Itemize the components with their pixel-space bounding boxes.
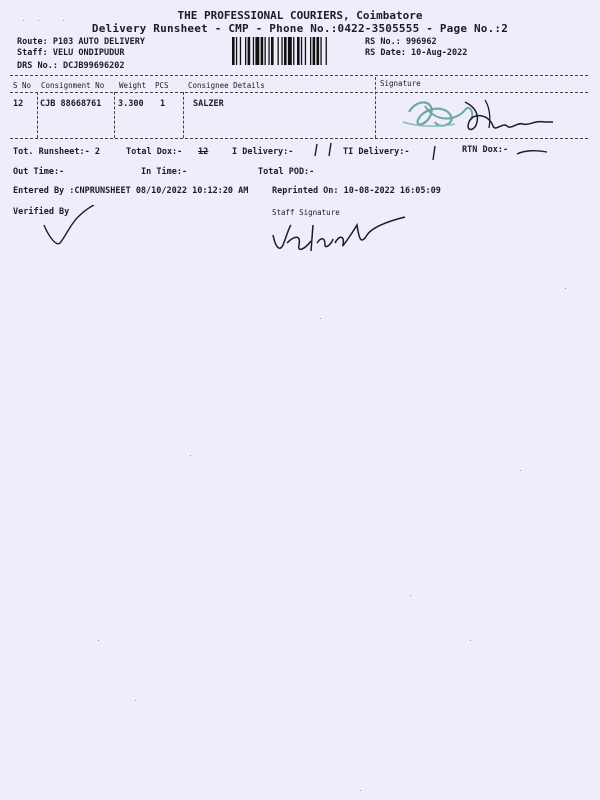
tot-runsheet: Tot. Runsheet:- 2: [13, 147, 100, 157]
in-time-label: In Time:-: [141, 167, 188, 177]
drs-number: DRS No.: DCJB99696202: [17, 61, 125, 71]
rtn-dox-label: RTN Dox:-: [462, 145, 509, 155]
barcode: [232, 37, 357, 65]
row-pcs: 1: [160, 99, 166, 109]
total-dox-label: Total Dox:-: [126, 147, 183, 157]
column-divider: [37, 92, 38, 138]
row-consignee: SALZER: [193, 99, 224, 109]
totals-tick-marks: [305, 138, 555, 162]
row-consignment-no: CJB 88668761: [40, 99, 102, 109]
verified-by-label: Verified By: [13, 207, 70, 217]
scan-speck: [190, 455, 191, 456]
staff-signature-label: Staff Signature: [272, 208, 340, 217]
i-delivery-label: I Delivery:-: [232, 147, 294, 157]
entered-by: Entered By :CNPRUNSHEET 08/10/2022 10:12:20 AM: [13, 186, 249, 196]
scan-speck: [360, 790, 361, 791]
rs-number: RS No.: 996962: [365, 37, 437, 47]
ti-delivery-label: TI Delivery:-: [343, 147, 410, 157]
row-sno: 12: [13, 99, 24, 109]
scan-speck: [565, 288, 566, 289]
verifier-signature: [30, 205, 110, 250]
scan-speck: [38, 20, 39, 21]
scan-speck: [470, 640, 471, 641]
column-divider: [375, 77, 376, 138]
scan-speck: [320, 318, 321, 319]
route-label: Route: P103 AUTO DELIVERY: [17, 37, 145, 47]
col-header-sno: S No: [13, 81, 32, 90]
staff-signature: [265, 205, 415, 260]
scan-speck: [135, 700, 136, 701]
scan-speck: [410, 595, 411, 596]
scan-speck: [63, 20, 64, 21]
runsheet-subtitle: Delivery Runsheet - CMP - Phone No.:0422-3505555 - Page No.:2: [91, 22, 509, 35]
col-header-consignee: Consignee Details: [188, 81, 265, 90]
scan-speck: [520, 470, 521, 471]
scan-speck: [23, 20, 24, 21]
out-time-label: Out Time:-: [13, 167, 65, 177]
table-top-rule: [10, 75, 588, 76]
col-header-weight: Weight: [119, 81, 147, 90]
col-header-consignment: Consignment No: [41, 81, 105, 90]
scan-speck: [98, 640, 99, 641]
total-pod-label: Total POD:-: [258, 167, 315, 177]
column-divider: [114, 92, 115, 138]
total-dox-value: 12: [198, 147, 209, 157]
col-header-signature: Signature: [380, 79, 421, 88]
staff-label: Staff: VELU ONDIPUDUR: [17, 48, 125, 58]
column-divider: [183, 92, 184, 138]
col-header-pcs: PCS: [155, 81, 169, 90]
rs-date: RS Date: 10-Aug-2022: [365, 48, 468, 58]
reprinted-on: Reprinted On: 10-08-2022 16:05:09: [272, 186, 441, 196]
receiver-signature: [395, 92, 565, 140]
row-weight: 3.300: [118, 99, 144, 109]
company-title: THE PROFESSIONAL COURIERS, Coimbatore: [177, 9, 423, 22]
